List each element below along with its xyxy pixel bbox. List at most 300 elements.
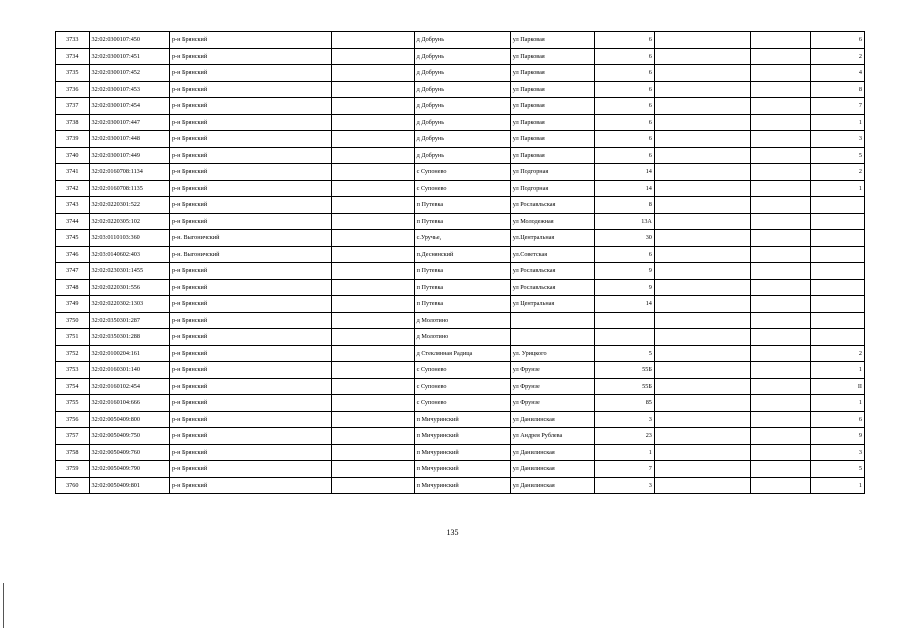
apartment-number-cell: 3: [811, 131, 865, 148]
empty-cell: [331, 411, 414, 428]
district-cell: р-н Брянский: [169, 213, 331, 230]
street-cell: ул Подгорная: [510, 164, 594, 181]
apartment-number-cell: [811, 279, 865, 296]
apartment-number-cell: [811, 197, 865, 214]
empty-cell: [654, 444, 750, 461]
empty-cell: [654, 411, 750, 428]
empty-cell: [654, 81, 750, 98]
district-cell: р-н. Выгоничский: [169, 230, 331, 247]
empty-cell: [331, 263, 414, 280]
house-number-cell: 6: [594, 65, 654, 82]
table-row: [56, 378, 865, 395]
empty-cell: [750, 263, 810, 280]
empty-cell: [331, 197, 414, 214]
house-number-cell: 6: [594, 81, 654, 98]
row-index-cell: 3738: [56, 114, 90, 131]
empty-cell: [331, 114, 414, 131]
locality-cell: с Супонево: [414, 395, 510, 412]
apartment-number-cell: [811, 263, 865, 280]
row-index-cell: 3756: [56, 411, 90, 428]
district-cell: р-н Брянский: [169, 378, 331, 395]
house-number-cell: 23: [594, 428, 654, 445]
row-index-cell: 3752: [56, 345, 90, 362]
house-number-cell: 9: [594, 263, 654, 280]
street-cell: ул Парковая: [510, 147, 594, 164]
empty-cell: [654, 345, 750, 362]
cadastral-number-cell: 32:02:0160301:140: [89, 362, 169, 379]
empty-cell: [654, 395, 750, 412]
locality-cell: п Путевка: [414, 296, 510, 313]
empty-cell: [331, 65, 414, 82]
apartment-number-cell: II: [811, 378, 865, 395]
cadastral-number-cell: 32:02:0230301:1455: [89, 263, 169, 280]
street-cell: ул Фрунзе: [510, 362, 594, 379]
locality-cell: д Добрунь: [414, 114, 510, 131]
registry-table-body: [56, 32, 865, 494]
empty-cell: [331, 180, 414, 197]
table-row: [56, 246, 865, 263]
empty-cell: [331, 461, 414, 478]
empty-cell: [331, 147, 414, 164]
table-row: [56, 461, 865, 478]
scan-edge-line: [3, 583, 4, 628]
table-row: [56, 411, 865, 428]
empty-cell: [331, 428, 414, 445]
empty-cell: [750, 48, 810, 65]
row-index-cell: 3745: [56, 230, 90, 247]
house-number-cell: 6: [594, 98, 654, 115]
district-cell: р-н Брянский: [169, 81, 331, 98]
street-cell: ул Парковая: [510, 81, 594, 98]
empty-cell: [331, 312, 414, 329]
row-index-cell: 3742: [56, 180, 90, 197]
empty-cell: [750, 114, 810, 131]
empty-cell: [750, 98, 810, 115]
table-row: [56, 81, 865, 98]
row-index-cell: 3735: [56, 65, 90, 82]
house-number-cell: [594, 312, 654, 329]
apartment-number-cell: 1: [811, 477, 865, 494]
house-number-cell: 30: [594, 230, 654, 247]
cadastral-number-cell: 32:02:0300107:450: [89, 32, 169, 49]
empty-cell: [654, 296, 750, 313]
empty-cell: [331, 131, 414, 148]
cadastral-number-cell: 32:02:0220301:556: [89, 279, 169, 296]
empty-cell: [750, 411, 810, 428]
locality-cell: д Стеклянная Радица: [414, 345, 510, 362]
table-row: [56, 164, 865, 181]
empty-cell: [750, 230, 810, 247]
table-row: [56, 345, 865, 362]
row-index-cell: 3743: [56, 197, 90, 214]
empty-cell: [750, 477, 810, 494]
district-cell: р-н. Выгоничский: [169, 246, 331, 263]
district-cell: р-н Брянский: [169, 32, 331, 49]
row-index-cell: 3755: [56, 395, 90, 412]
table-row: [56, 329, 865, 346]
apartment-number-cell: 9: [811, 428, 865, 445]
district-cell: р-н Брянский: [169, 114, 331, 131]
empty-cell: [331, 345, 414, 362]
street-cell: ул Данилинская: [510, 444, 594, 461]
empty-cell: [654, 246, 750, 263]
district-cell: р-н Брянский: [169, 279, 331, 296]
street-cell: ул Парковая: [510, 98, 594, 115]
empty-cell: [750, 329, 810, 346]
house-number-cell: 14: [594, 164, 654, 181]
district-cell: р-н Брянский: [169, 180, 331, 197]
street-cell: ул Парковая: [510, 65, 594, 82]
table-row: [56, 263, 865, 280]
locality-cell: д Добрунь: [414, 147, 510, 164]
empty-cell: [654, 114, 750, 131]
apartment-number-cell: [811, 329, 865, 346]
table-row: [56, 477, 865, 494]
apartment-number-cell: 2: [811, 345, 865, 362]
cadastral-number-cell: 32:02:0220302:1303: [89, 296, 169, 313]
house-number-cell: 6: [594, 147, 654, 164]
district-cell: р-н Брянский: [169, 296, 331, 313]
empty-cell: [331, 98, 414, 115]
house-number-cell: [594, 329, 654, 346]
empty-cell: [654, 230, 750, 247]
cadastral-number-cell: 32:02:0220305:102: [89, 213, 169, 230]
empty-cell: [654, 213, 750, 230]
empty-cell: [750, 81, 810, 98]
street-cell: ул Данилинская: [510, 411, 594, 428]
cadastral-number-cell: 32:02:0300107:453: [89, 81, 169, 98]
row-index-cell: 3736: [56, 81, 90, 98]
street-cell: ул Данилинская: [510, 461, 594, 478]
table-row: [56, 444, 865, 461]
house-number-cell: 9: [594, 279, 654, 296]
apartment-number-cell: [811, 213, 865, 230]
district-cell: р-н Брянский: [169, 428, 331, 445]
empty-cell: [331, 246, 414, 263]
empty-cell: [750, 395, 810, 412]
district-cell: р-н Брянский: [169, 395, 331, 412]
table-row: [56, 213, 865, 230]
empty-cell: [331, 213, 414, 230]
empty-cell: [654, 312, 750, 329]
street-cell: ул Подгорная: [510, 180, 594, 197]
empty-cell: [654, 164, 750, 181]
district-cell: р-н Брянский: [169, 263, 331, 280]
row-index-cell: 3757: [56, 428, 90, 445]
row-index-cell: 3747: [56, 263, 90, 280]
table-row: [56, 131, 865, 148]
apartment-number-cell: [811, 230, 865, 247]
locality-cell: д Добрунь: [414, 81, 510, 98]
empty-cell: [331, 32, 414, 49]
street-cell: ул Рославльская: [510, 263, 594, 280]
locality-cell: п Путевка: [414, 213, 510, 230]
house-number-cell: 55Б: [594, 362, 654, 379]
house-number-cell: 6: [594, 114, 654, 131]
cadastral-number-cell: 32:02:0050409:750: [89, 428, 169, 445]
locality-cell: д Добрунь: [414, 65, 510, 82]
district-cell: р-н Брянский: [169, 477, 331, 494]
empty-cell: [331, 81, 414, 98]
district-cell: р-н Брянский: [169, 147, 331, 164]
house-number-cell: 13А: [594, 213, 654, 230]
house-number-cell: 6: [594, 131, 654, 148]
district-cell: р-н Брянский: [169, 65, 331, 82]
empty-cell: [331, 378, 414, 395]
cadastral-number-cell: 32:02:0050409:790: [89, 461, 169, 478]
table-row: [56, 279, 865, 296]
locality-cell: п Мичуринский: [414, 461, 510, 478]
empty-cell: [750, 164, 810, 181]
district-cell: р-н Брянский: [169, 461, 331, 478]
table-row: [56, 296, 865, 313]
table-row: [56, 32, 865, 49]
cadastral-number-cell: 32:02:0160708:1135: [89, 180, 169, 197]
locality-cell: с Супонево: [414, 180, 510, 197]
apartment-number-cell: 2: [811, 48, 865, 65]
row-index-cell: 3748: [56, 279, 90, 296]
empty-cell: [331, 279, 414, 296]
apartment-number-cell: [811, 246, 865, 263]
apartment-number-cell: 5: [811, 147, 865, 164]
empty-cell: [750, 279, 810, 296]
apartment-number-cell: 6: [811, 411, 865, 428]
empty-cell: [750, 246, 810, 263]
empty-cell: [331, 477, 414, 494]
empty-cell: [750, 32, 810, 49]
row-index-cell: 3749: [56, 296, 90, 313]
apartment-number-cell: [811, 312, 865, 329]
street-cell: ул Фрунзе: [510, 378, 594, 395]
empty-cell: [750, 444, 810, 461]
locality-cell: п Мичуринский: [414, 444, 510, 461]
house-number-cell: 14: [594, 180, 654, 197]
table-row: [56, 312, 865, 329]
empty-cell: [654, 131, 750, 148]
apartment-number-cell: 6: [811, 32, 865, 49]
table-row: [56, 48, 865, 65]
cadastral-number-cell: 32:02:0050409:800: [89, 411, 169, 428]
empty-cell: [750, 180, 810, 197]
apartment-number-cell: 7: [811, 98, 865, 115]
locality-cell: д Добрунь: [414, 32, 510, 49]
table-row: [56, 114, 865, 131]
locality-cell: п Путевка: [414, 197, 510, 214]
page-number: 135: [446, 528, 459, 537]
locality-cell: п Мичуринский: [414, 428, 510, 445]
locality-cell: с Супонево: [414, 378, 510, 395]
row-index-cell: 3759: [56, 461, 90, 478]
locality-cell: п Мичуринский: [414, 411, 510, 428]
row-index-cell: 3754: [56, 378, 90, 395]
locality-cell: д Молотино: [414, 312, 510, 329]
district-cell: р-н Брянский: [169, 48, 331, 65]
cadastral-number-cell: 32:03:0140602:403: [89, 246, 169, 263]
street-cell: [510, 329, 594, 346]
row-index-cell: 3740: [56, 147, 90, 164]
empty-cell: [654, 279, 750, 296]
cadastral-number-cell: 32:02:0050409:801: [89, 477, 169, 494]
cadastral-number-cell: 32:02:0220301:522: [89, 197, 169, 214]
street-cell: [510, 312, 594, 329]
locality-cell: д Добрунь: [414, 98, 510, 115]
empty-cell: [654, 477, 750, 494]
apartment-number-cell: 1: [811, 395, 865, 412]
table-row: [56, 98, 865, 115]
cadastral-number-cell: 32:02:0300107:452: [89, 65, 169, 82]
empty-cell: [750, 296, 810, 313]
district-cell: р-н Брянский: [169, 329, 331, 346]
street-cell: ул Фрунзе: [510, 395, 594, 412]
cadastral-number-cell: 32:02:0300107:449: [89, 147, 169, 164]
row-index-cell: 3741: [56, 164, 90, 181]
street-cell: ул Андрея Рублева: [510, 428, 594, 445]
locality-cell: д Добрунь: [414, 48, 510, 65]
empty-cell: [654, 329, 750, 346]
cadastral-number-cell: 32:02:0160708:1134: [89, 164, 169, 181]
table-row: [56, 362, 865, 379]
street-cell: ул Парковая: [510, 114, 594, 131]
street-cell: ул Рославльская: [510, 279, 594, 296]
apartment-number-cell: [811, 296, 865, 313]
empty-cell: [654, 32, 750, 49]
locality-cell: п.Деснянский: [414, 246, 510, 263]
row-index-cell: 3737: [56, 98, 90, 115]
locality-cell: д Молотино: [414, 329, 510, 346]
locality-cell: с Супонево: [414, 164, 510, 181]
cadastral-number-cell: 32:02:0350301:287: [89, 312, 169, 329]
house-number-cell: 3: [594, 477, 654, 494]
empty-cell: [750, 147, 810, 164]
cadastral-number-cell: 32:02:0300107:454: [89, 98, 169, 115]
locality-cell: п Мичуринский: [414, 477, 510, 494]
house-number-cell: 1: [594, 444, 654, 461]
apartment-number-cell: 2: [811, 164, 865, 181]
row-index-cell: 3753: [56, 362, 90, 379]
empty-cell: [654, 378, 750, 395]
locality-cell: с.Уручье,: [414, 230, 510, 247]
apartment-number-cell: 3: [811, 444, 865, 461]
street-cell: ул Парковая: [510, 32, 594, 49]
street-cell: ул Данилинская: [510, 477, 594, 494]
house-number-cell: 14: [594, 296, 654, 313]
house-number-cell: 6: [594, 246, 654, 263]
district-cell: р-н Брянский: [169, 444, 331, 461]
empty-cell: [750, 65, 810, 82]
district-cell: р-н Брянский: [169, 131, 331, 148]
locality-cell: п Путевка: [414, 279, 510, 296]
empty-cell: [654, 98, 750, 115]
district-cell: р-н Брянский: [169, 197, 331, 214]
empty-cell: [654, 197, 750, 214]
empty-cell: [750, 312, 810, 329]
empty-cell: [331, 164, 414, 181]
empty-cell: [331, 48, 414, 65]
empty-cell: [750, 428, 810, 445]
cadastral-number-cell: 32:02:0050409:760: [89, 444, 169, 461]
street-cell: ул Рославльская: [510, 197, 594, 214]
row-index-cell: 3734: [56, 48, 90, 65]
table-row: [56, 147, 865, 164]
street-cell: ул Молодежная: [510, 213, 594, 230]
cadastral-number-cell: 32:02:0100204:161: [89, 345, 169, 362]
street-cell: ул.Советская: [510, 246, 594, 263]
empty-cell: [331, 230, 414, 247]
empty-cell: [654, 428, 750, 445]
street-cell: ул Парковая: [510, 48, 594, 65]
district-cell: р-н Брянский: [169, 312, 331, 329]
apartment-number-cell: 8: [811, 81, 865, 98]
empty-cell: [654, 147, 750, 164]
row-index-cell: 3760: [56, 477, 90, 494]
table-row: [56, 65, 865, 82]
empty-cell: [750, 461, 810, 478]
empty-cell: [654, 180, 750, 197]
empty-cell: [331, 329, 414, 346]
table-row: [56, 230, 865, 247]
registry-table: [55, 31, 865, 494]
apartment-number-cell: 1: [811, 362, 865, 379]
row-index-cell: 3733: [56, 32, 90, 49]
empty-cell: [331, 362, 414, 379]
empty-cell: [331, 296, 414, 313]
cadastral-number-cell: 32:02:0300107:447: [89, 114, 169, 131]
house-number-cell: 85: [594, 395, 654, 412]
district-cell: р-н Брянский: [169, 345, 331, 362]
row-index-cell: 3746: [56, 246, 90, 263]
cadastral-number-cell: 32:03:0110103:360: [89, 230, 169, 247]
row-index-cell: 3750: [56, 312, 90, 329]
empty-cell: [654, 263, 750, 280]
house-number-cell: 7: [594, 461, 654, 478]
district-cell: р-н Брянский: [169, 164, 331, 181]
cadastral-number-cell: 32:02:0350301:288: [89, 329, 169, 346]
district-cell: р-н Брянский: [169, 362, 331, 379]
cadastral-number-cell: 32:02:0300107:451: [89, 48, 169, 65]
cadastral-number-cell: 32:02:0300107:448: [89, 131, 169, 148]
house-number-cell: 6: [594, 32, 654, 49]
row-index-cell: 3751: [56, 329, 90, 346]
street-cell: ул. Урицкого: [510, 345, 594, 362]
street-cell: ул.Центральная: [510, 230, 594, 247]
cadastral-number-cell: 32:02:0160104:666: [89, 395, 169, 412]
street-cell: ул Парковая: [510, 131, 594, 148]
apartment-number-cell: 1: [811, 180, 865, 197]
street-cell: ул Центральная: [510, 296, 594, 313]
table-row: [56, 428, 865, 445]
empty-cell: [750, 345, 810, 362]
empty-cell: [331, 444, 414, 461]
house-number-cell: 6: [594, 48, 654, 65]
table-row: [56, 180, 865, 197]
empty-cell: [654, 65, 750, 82]
empty-cell: [750, 131, 810, 148]
apartment-number-cell: 1: [811, 114, 865, 131]
house-number-cell: 3: [594, 411, 654, 428]
locality-cell: с Супонево: [414, 362, 510, 379]
empty-cell: [750, 378, 810, 395]
empty-cell: [750, 362, 810, 379]
table-row: [56, 395, 865, 412]
district-cell: р-н Брянский: [169, 98, 331, 115]
empty-cell: [750, 197, 810, 214]
district-cell: р-н Брянский: [169, 411, 331, 428]
house-number-cell: 5: [594, 345, 654, 362]
locality-cell: п Путевка: [414, 263, 510, 280]
house-number-cell: 8: [594, 197, 654, 214]
house-number-cell: 55Б: [594, 378, 654, 395]
row-index-cell: 3744: [56, 213, 90, 230]
